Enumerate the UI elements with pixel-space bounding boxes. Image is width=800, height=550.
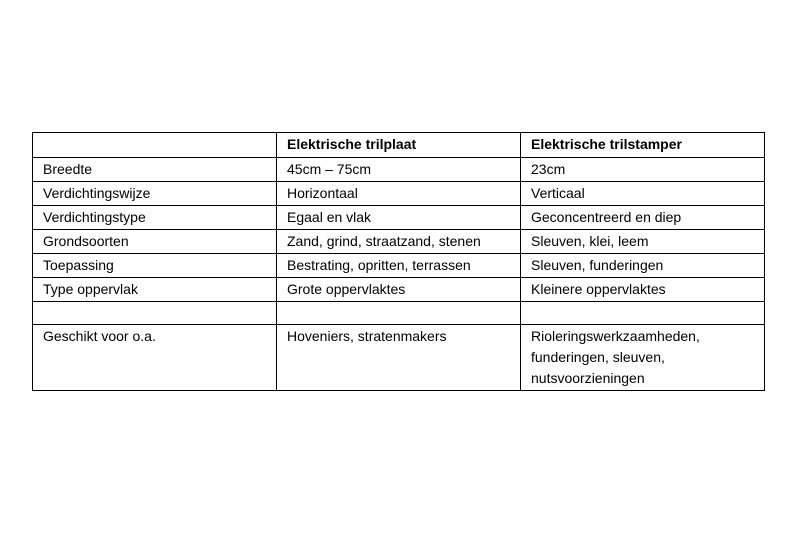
- trilplaat-value: Egaal en vlak: [277, 206, 521, 230]
- row-label: Verdichtingstype: [33, 206, 277, 230]
- trilplaat-value: Hoveniers, stratenmakers: [277, 325, 521, 391]
- row-label: Toepassing: [33, 254, 277, 278]
- table-row-verdichtingswijze: [33, 182, 765, 206]
- row-label: Geschikt voor o.a.: [33, 325, 277, 391]
- row-label: Breedte: [33, 158, 277, 182]
- row-label: Grondsoorten: [33, 230, 277, 254]
- trilstamper-value: Kleinere oppervlaktes: [521, 278, 765, 302]
- trilplaat-value: Grote oppervlaktes: [277, 278, 521, 302]
- table-row-empty: [33, 302, 765, 325]
- row-label: [33, 302, 277, 325]
- header-cell-empty: [33, 133, 277, 158]
- trilplaat-value: 45cm – 75cm: [277, 158, 521, 182]
- comparison-table: [32, 132, 765, 391]
- table-row-geschikt-voor: [33, 325, 765, 391]
- trilplaat-value: Horizontaal: [277, 182, 521, 206]
- table-row-toepassing: [33, 254, 765, 278]
- table-row-verdichtingstype: [33, 206, 765, 230]
- row-label: Verdichtingswijze: [33, 182, 277, 206]
- trilplaat-value: Zand, grind, straatzand, stenen: [277, 230, 521, 254]
- table-row-grondsoorten: [33, 230, 765, 254]
- row-label: Type oppervlak: [33, 278, 277, 302]
- trilstamper-value: Sleuven, klei, leem: [521, 230, 765, 254]
- header-cell-trilplaat: Elektrische trilplaat: [277, 133, 521, 158]
- trilplaat-value: Bestrating, opritten, terrassen: [277, 254, 521, 278]
- trilstamper-value: Sleuven, funderingen: [521, 254, 765, 278]
- trilstamper-value: [521, 302, 765, 325]
- table-row-breedte: [33, 158, 765, 182]
- trilplaat-value: [277, 302, 521, 325]
- trilstamper-value: Geconcentreerd en diep: [521, 206, 765, 230]
- header-cell-trilstamper: Elektrische trilstamper: [521, 133, 765, 158]
- trilstamper-value: Rioleringswerkzaamheden, funderingen, sleuven, nutsvoorzieningen: [521, 325, 765, 391]
- trilstamper-value: 23cm: [521, 158, 765, 182]
- table-header-row: [33, 133, 765, 158]
- table-row-type-oppervlak: [33, 278, 765, 302]
- trilstamper-value: Verticaal: [521, 182, 765, 206]
